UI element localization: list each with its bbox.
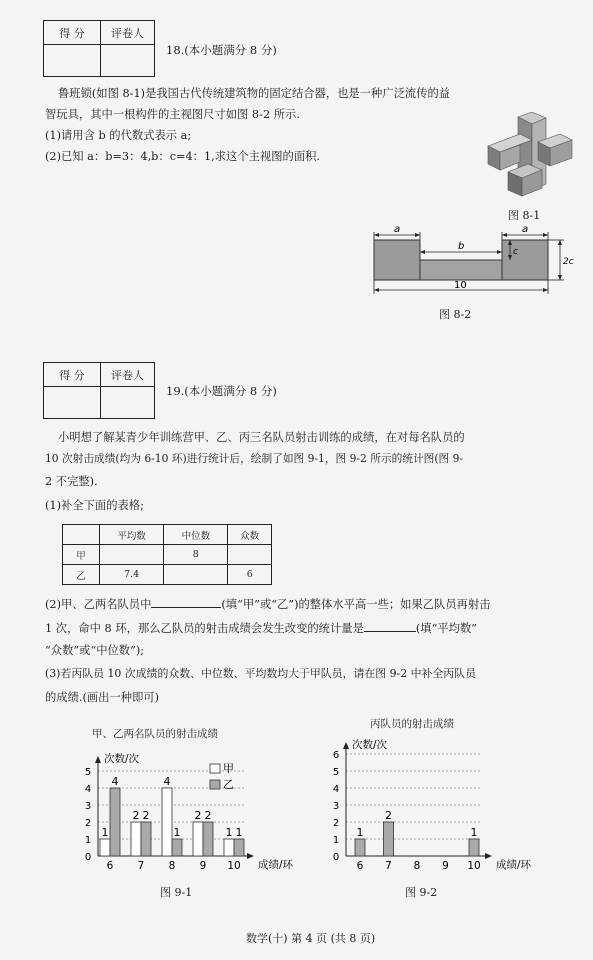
legend-label: 乙 [223, 778, 234, 791]
x-tick-label: 7 [385, 860, 392, 872]
bar-data-label: 1 [356, 826, 364, 839]
chart-9-1 [74, 742, 294, 882]
bar-data-label: 2 [194, 809, 202, 822]
table-header-mode: 众数 [228, 525, 272, 545]
yi-mean-cell: 7.4 [100, 565, 164, 585]
y-tick-label: 1 [84, 835, 92, 846]
y-tick-label: 1 [332, 835, 340, 846]
bar [110, 788, 120, 856]
q19-sub2-text-c: 1 次，命中 8 环，那么乙队员的射击成绩会发生改变的统计量是 [45, 622, 364, 635]
score-table-19 [43, 362, 155, 419]
answer-blank-2[interactable] [364, 621, 416, 632]
y-tick-label: 5 [84, 767, 92, 778]
x-tick-label: 10 [227, 860, 241, 872]
score-cell[interactable] [44, 45, 101, 77]
x-axis-arrow [247, 853, 254, 859]
y-tick-label: 3 [84, 801, 92, 812]
dim-label-2c: 2c [563, 257, 574, 267]
question-18-title: 18.(本小题满分 8 分) [166, 43, 277, 57]
y-tick-label: 2 [84, 818, 92, 829]
legend-swatch [210, 780, 220, 789]
bar-data-label: 1 [173, 826, 181, 839]
legend-label: 甲 [223, 762, 234, 775]
bar [172, 839, 182, 856]
front-view-diagram [364, 222, 579, 302]
yi-mode-cell: 6 [228, 565, 272, 585]
figure-9-1-caption: 图 9-1 [160, 886, 193, 899]
grader-cell[interactable] [101, 387, 155, 419]
y-axis-label: 次数/次 [352, 739, 388, 751]
x-axis-arrow [485, 853, 492, 859]
bar-data-label: 2 [142, 809, 150, 822]
bar [100, 839, 110, 856]
bar [469, 839, 479, 856]
jia-mean-cell[interactable] [100, 545, 164, 565]
bar [203, 822, 213, 856]
answer-blank-1[interactable] [151, 597, 221, 608]
dim-label-c: c [513, 247, 518, 257]
bar [224, 839, 234, 856]
table-header-corner [63, 525, 100, 545]
bar-data-label: 4 [111, 775, 119, 788]
x-tick-label: 10 [467, 860, 481, 872]
y-tick-label: 2 [332, 818, 340, 829]
q18-subquestion-2: (2)已知 a：b=3：4,b：c=4：1,求这个主视图的面积. [45, 150, 321, 163]
q19-subquestion-2-line2 [45, 621, 477, 634]
q19-sub2-text-d: (填“平均数” [415, 622, 478, 635]
chart-9-2 [326, 736, 556, 882]
q19-subquestion-2-line3: “众数”或“中位数”); [45, 644, 145, 657]
x-tick-label: 7 [137, 860, 145, 872]
q19-sub2-text-a: (2)甲、乙两名队员中 [45, 598, 152, 611]
q19-subquestion-1: (1)补全下面的表格; [45, 499, 144, 512]
q19-subquestion-3-line2: 的成绩.(画出一种即可) [45, 691, 160, 704]
stats-table [62, 524, 272, 585]
q18-paragraph-line2: 智玩具，其中一根构件的主视图尺寸如图 8-2 所示. [45, 108, 300, 121]
x-tick-label: 9 [199, 860, 207, 872]
x-tick-label: 6 [356, 860, 364, 872]
bar-data-label: 1 [101, 826, 109, 839]
bar-data-label: 4 [163, 775, 171, 788]
bar [355, 839, 365, 856]
bar [234, 839, 244, 856]
row-label-jia: 甲 [63, 545, 100, 565]
jia-median-cell: 8 [164, 545, 228, 565]
y-axis-arrow [95, 756, 101, 763]
legend-swatch [210, 764, 220, 773]
bar-data-label: 2 [385, 809, 392, 822]
question-19-title: 19.(本小题满分 8 分) [166, 384, 277, 398]
bar-data-label: 1 [470, 826, 478, 839]
x-tick-label: 8 [413, 860, 421, 872]
dim-label-a-right: a [522, 224, 529, 235]
q19-subquestion-3-line1: (3)若丙队员 10 次成绩的众数、中位数、平均数均大于甲队员，请在图 9-2 中补全丙队员 [45, 667, 476, 680]
q19-sub2-text-b: (填“甲”或“乙”)的整体水平高一些；如果乙队员再射击 [221, 598, 491, 611]
y-tick-label: 0 [84, 852, 92, 863]
y-tick-label: 3 [332, 801, 340, 812]
score-cell[interactable] [44, 387, 101, 419]
y-axis-arrow [343, 742, 349, 749]
dim-label-10: 10 [454, 280, 467, 291]
score-header: 得 分 [44, 21, 101, 45]
figure-8-1-caption: 图 8-1 [508, 209, 541, 222]
table-header-mean: 平均数 [100, 525, 164, 545]
yi-median-cell[interactable] [164, 565, 228, 585]
q19-subquestion-2-line1 [45, 597, 491, 610]
q19-paragraph-line3: 2 不完整). [45, 475, 98, 488]
q19-paragraph-line1: 小明想了解某青少年训练营甲、乙、丙三名队员射击训练的成绩，在对每名队员的 [58, 431, 465, 444]
score-header: 得 分 [44, 363, 101, 387]
score-table-18 [43, 20, 155, 77]
y-axis-label: 次数/次 [104, 753, 140, 765]
page-footer: 数学(十) 第 4 页 (共 8 页) [246, 932, 376, 945]
bar [131, 822, 141, 856]
grader-cell[interactable] [101, 45, 155, 77]
bar-data-label: 1 [225, 826, 233, 839]
y-tick-label: 5 [332, 767, 340, 778]
luban-lock-figure [480, 112, 575, 202]
q18-subquestion-1: (1)请用含 b 的代数式表示 a; [45, 129, 192, 142]
bar-data-label: 2 [204, 809, 212, 822]
grader-header: 评卷人 [101, 21, 155, 45]
bar [141, 822, 151, 856]
bar-data-label: 2 [132, 809, 140, 822]
table-row [63, 565, 272, 585]
y-tick-label: 6 [332, 750, 340, 761]
grader-header: 评卷人 [101, 363, 155, 387]
chart1-title: 甲、乙两名队员的射击成绩 [92, 728, 218, 740]
x-axis-label: 成绩/环 [496, 859, 532, 871]
y-tick-label: 4 [84, 784, 92, 795]
x-tick-label: 8 [168, 860, 176, 872]
dim-label-a-left: a [394, 224, 401, 235]
q19-paragraph-line2: 10 次射击成绩(均为 6-10 环)进行统计后，绘制了如图 9-1，图 9-2 所示的统计图(图 9- [45, 452, 463, 465]
x-tick-label: 9 [442, 860, 449, 872]
chart2-title: 丙队员的射击成绩 [370, 718, 454, 730]
bar-data-label: 1 [235, 826, 243, 839]
x-axis-label: 成绩/环 [258, 859, 294, 871]
bar [162, 788, 172, 856]
x-tick-label: 6 [106, 860, 114, 872]
dim-label-b: b [458, 241, 465, 252]
row-label-yi: 乙 [63, 565, 100, 585]
jia-mode-cell[interactable] [228, 545, 272, 565]
bar [193, 822, 203, 856]
y-tick-label: 0 [332, 852, 340, 863]
figure-9-2-caption: 图 9-2 [405, 886, 438, 899]
bar [384, 822, 394, 856]
figure-8-2-caption: 图 8-2 [439, 308, 472, 321]
y-tick-label: 4 [332, 784, 340, 795]
table-header-median: 中位数 [164, 525, 228, 545]
q18-paragraph-line1: 鲁班锁(如图 8-1)是我国古代传统建筑物的固定结合器，也是一种广泛流传的益 [58, 87, 451, 100]
table-row [63, 545, 272, 565]
